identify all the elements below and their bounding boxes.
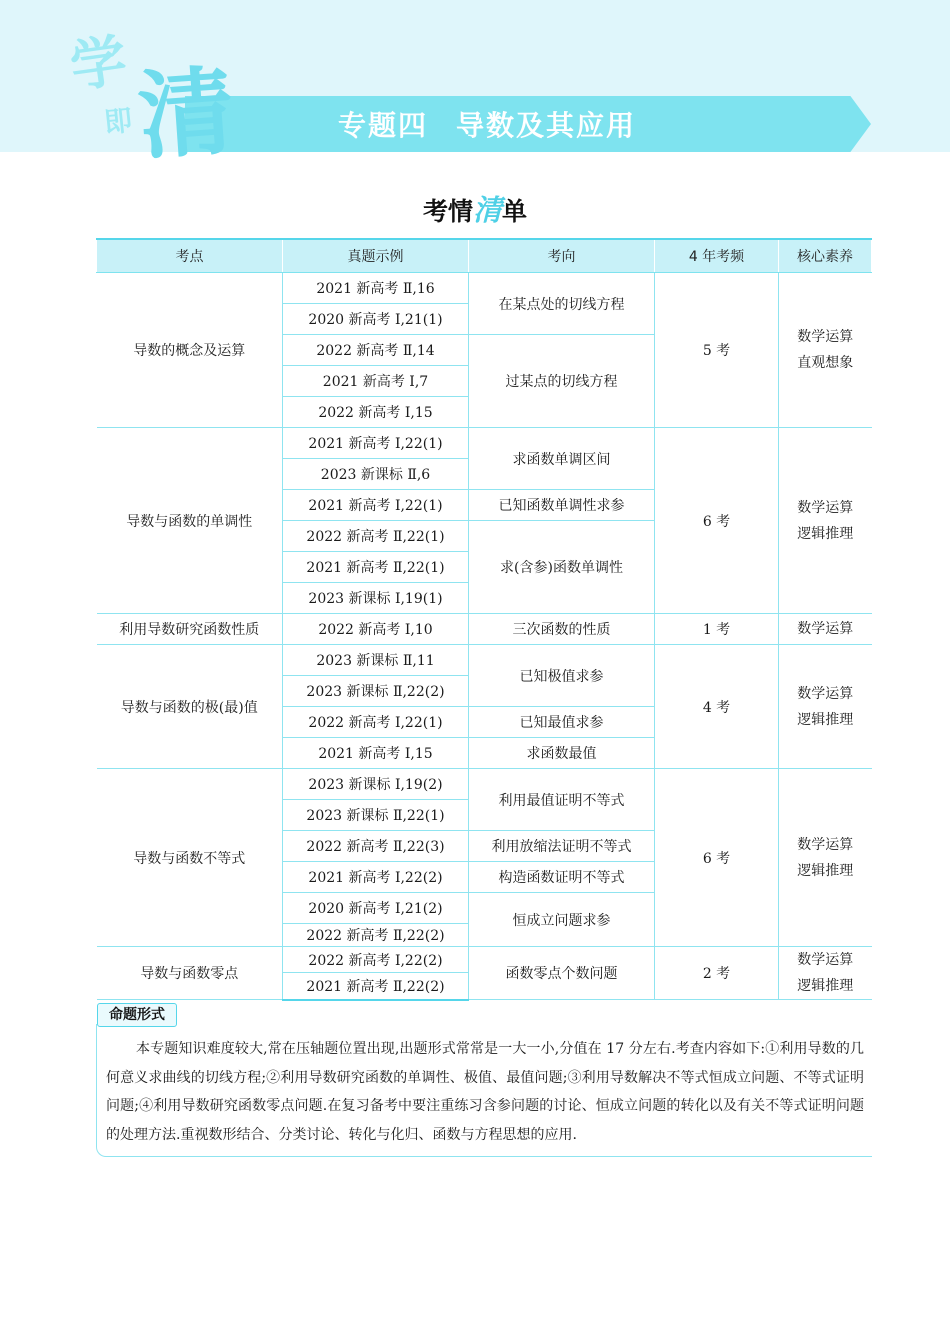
exam-overview-table <box>96 238 872 1001</box>
direction-cell: 构造函数证明不等式 <box>469 862 655 893</box>
literacy-cell: 数学运算 直观想象 <box>779 273 872 428</box>
page-title <box>338 104 636 144</box>
header-cell: 4 年考频 <box>655 239 779 273</box>
direction-cell: 利用放缩法证明不等式 <box>469 831 655 862</box>
frequency-cell: 6 考 <box>655 428 779 614</box>
direction-cell: 恒成立问题求参 <box>469 893 655 947</box>
frequency-cell: 6 考 <box>655 769 779 947</box>
table-row <box>97 947 872 973</box>
logo-char-xue: 学 <box>66 28 131 101</box>
direction-cell: 求(含参)函数单调性 <box>469 521 655 614</box>
topic-cell: 利用导数研究函数性质 <box>97 614 283 645</box>
example-cell: 2023 新课标 Ⅱ,22(1) <box>283 800 469 831</box>
frequency-cell: 2 考 <box>655 947 779 1000</box>
header-cell: 考点 <box>97 239 283 273</box>
literacy-cell: 数学运算 <box>779 614 872 645</box>
example-cell: 2022 新高考 Ⅰ,22(2) <box>283 947 469 973</box>
section-heading-highlight: 清 <box>472 193 502 227</box>
direction-cell: 已知函数单调性求参 <box>469 490 655 521</box>
literacy-cell: 数学运算 逻辑推理 <box>779 947 872 1000</box>
topic-title: 导数及其应用 <box>456 109 637 142</box>
table-row <box>97 645 872 676</box>
example-cell: 2022 新高考 Ⅱ,22(1) <box>283 521 469 552</box>
logo-char-qing: 清 <box>134 54 239 174</box>
example-cell: 2022 新高考 Ⅰ,15 <box>283 397 469 428</box>
table-row <box>97 273 872 304</box>
example-cell: 2021 新高考 Ⅰ,22(1) <box>283 490 469 521</box>
direction-cell: 函数零点个数问题 <box>469 947 655 1000</box>
example-cell: 2023 新课标 Ⅱ,22(2) <box>283 676 469 707</box>
direction-cell: 已知最值求参 <box>469 707 655 738</box>
example-cell: 2020 新高考 Ⅰ,21(2) <box>283 893 469 924</box>
example-cell: 2023 新课标 Ⅱ,11 <box>283 645 469 676</box>
example-cell: 2021 新高考 Ⅱ,16 <box>283 273 469 304</box>
topic-cell: 导数与函数不等式 <box>97 769 283 947</box>
proposition-text: 本专题知识难度较大,常在压轴题位置出现,出题形式常常是一大一小,分值在 17 分左右.考查内容如下:①利用导数的几何意义求曲线的切线方程;②利用导数研究函数的单调性、极值、最值问题;③利用导数解决不等式恒成立问题、不等式证明问题;④利用导数研究函数零点问题.在复习备考中要注重练习含参问题的讨论、恒成立问题的转化以及有关不等式证明问题的处理方法.重视数形结合、分类讨论、转化与化归、函数与方程思想的应用. <box>106 1041 864 1143</box>
literacy-cell: 数学运算 逻辑推理 <box>779 645 872 769</box>
direction-cell: 求函数最值 <box>469 738 655 769</box>
example-cell: 2021 新高考 Ⅰ,22(2) <box>283 862 469 893</box>
example-cell: 2020 新高考 Ⅰ,21(1) <box>283 304 469 335</box>
table-row <box>97 769 872 800</box>
example-cell: 2021 新高考 Ⅱ,22(1) <box>283 552 469 583</box>
direction-cell: 已知极值求参 <box>469 645 655 707</box>
topic-number: 专题四 <box>338 109 429 142</box>
literacy-cell: 数学运算 逻辑推理 <box>779 769 872 947</box>
direction-cell: 求函数单调区间 <box>469 428 655 490</box>
frequency-cell: 1 考 <box>655 614 779 645</box>
header-cell: 核心素养 <box>779 239 872 273</box>
table-row <box>97 428 872 459</box>
example-cell: 2022 新高考 Ⅱ,22(2) <box>283 924 469 947</box>
header-cell: 真题示例 <box>283 239 469 273</box>
logo-char-ji: 即 <box>102 103 134 140</box>
example-cell: 2021 新高考 Ⅰ,22(1) <box>283 428 469 459</box>
topic-cell: 导数与函数的极(最)值 <box>97 645 283 769</box>
frequency-cell: 5 考 <box>655 273 779 428</box>
example-cell: 2021 新高考 Ⅱ,22(2) <box>283 973 469 1000</box>
example-cell: 2021 新高考 Ⅰ,7 <box>283 366 469 397</box>
direction-cell: 三次函数的性质 <box>469 614 655 645</box>
direction-cell: 在某点处的切线方程 <box>469 273 655 335</box>
example-cell: 2023 新课标 Ⅱ,6 <box>283 459 469 490</box>
example-cell: 2022 新高考 Ⅰ,22(1) <box>283 707 469 738</box>
example-cell: 2023 新课标 Ⅰ,19(2) <box>283 769 469 800</box>
proposition-label: 命题形式 <box>97 1003 177 1027</box>
direction-cell: 利用最值证明不等式 <box>469 769 655 831</box>
topic-cell: 导数与函数零点 <box>97 947 283 1000</box>
topic-cell: 导数的概念及运算 <box>97 273 283 428</box>
example-cell: 2022 新高考 Ⅰ,10 <box>283 614 469 645</box>
topic-cell: 导数与函数的单调性 <box>97 428 283 614</box>
table-header-row <box>97 239 872 273</box>
section-heading: 考情清单 <box>422 193 528 227</box>
header-cell: 考向 <box>469 239 655 273</box>
frequency-cell: 4 考 <box>655 645 779 769</box>
example-cell: 2022 新高考 Ⅱ,22(3) <box>283 831 469 862</box>
example-cell: 2021 新高考 Ⅰ,15 <box>283 738 469 769</box>
literacy-cell: 数学运算 逻辑推理 <box>779 428 872 614</box>
direction-cell: 过某点的切线方程 <box>469 335 655 428</box>
example-cell: 2022 新高考 Ⅱ,14 <box>283 335 469 366</box>
example-cell: 2023 新课标 Ⅰ,19(1) <box>283 583 469 614</box>
table-row <box>97 614 872 645</box>
